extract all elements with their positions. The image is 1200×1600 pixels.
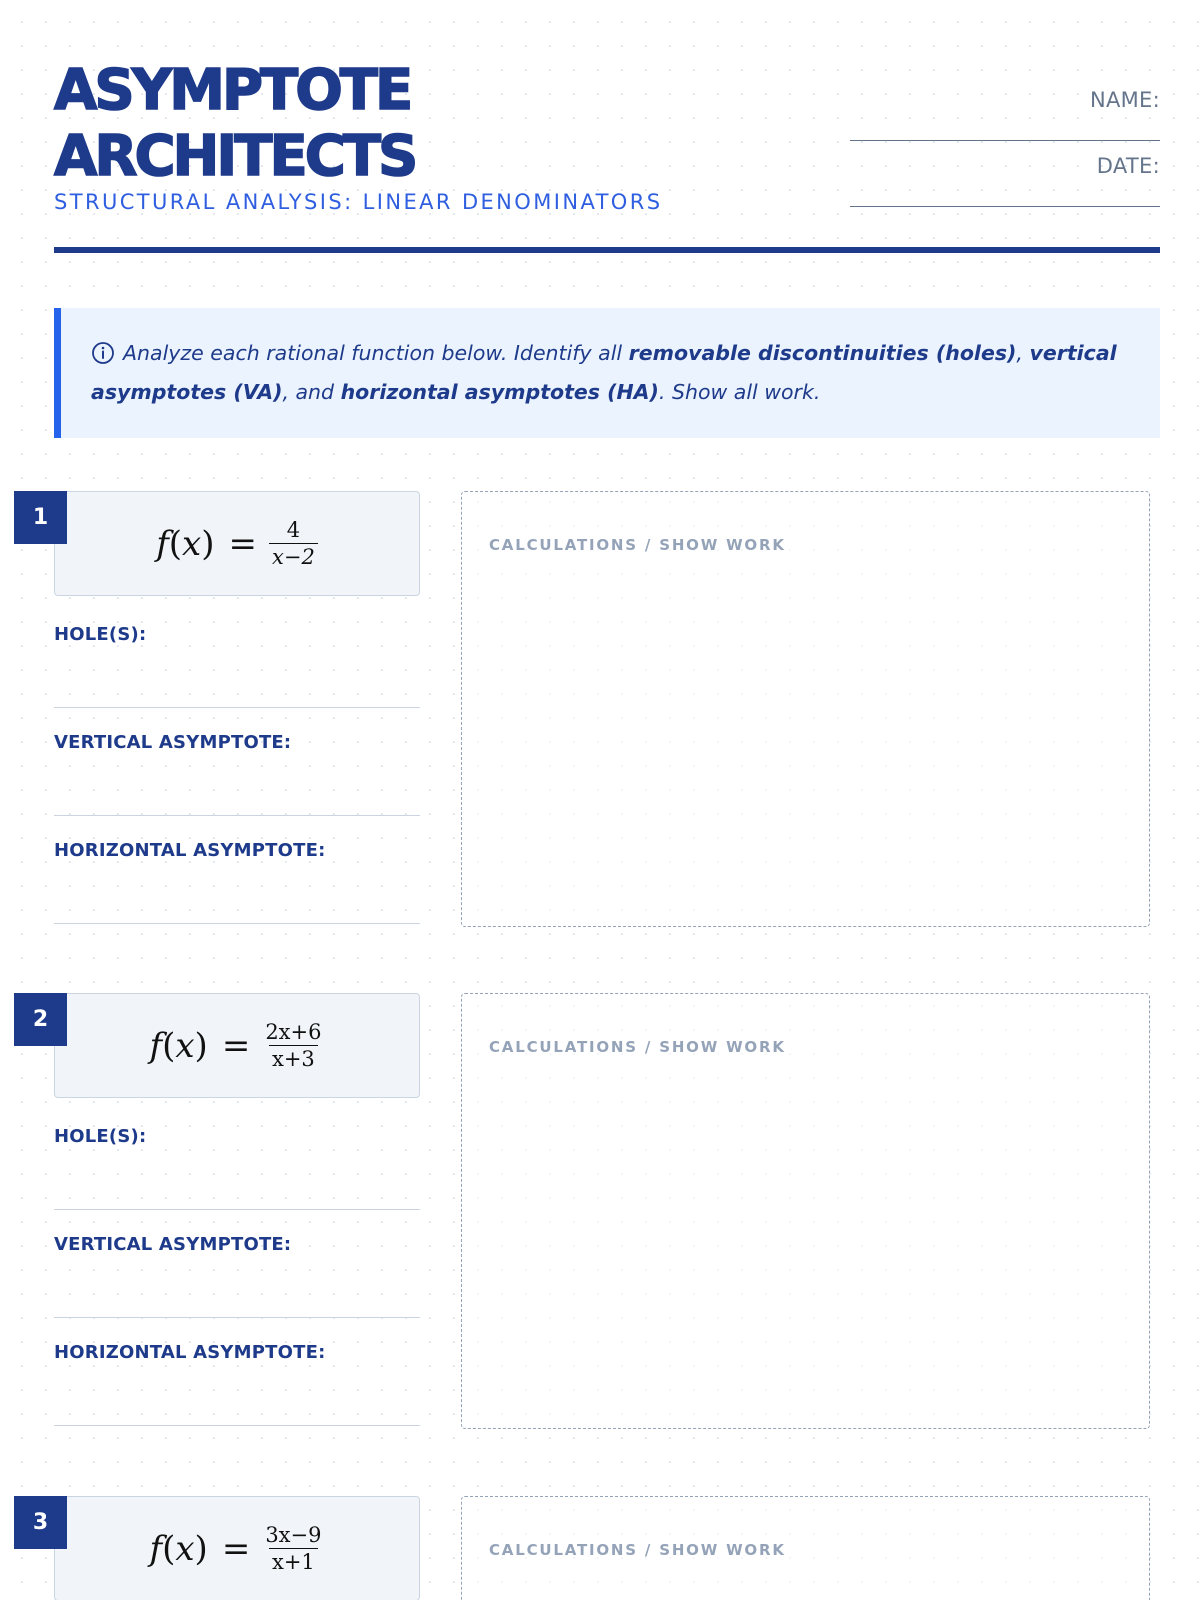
equals-sign: = — [221, 1528, 251, 1569]
date-line — [850, 206, 1160, 207]
horizontal-asymptote-field[interactable] — [54, 1318, 420, 1426]
subtitle: STRUCTURAL ANALYSIS: LINEAR DENOMINATORS — [54, 190, 663, 214]
problem-3 — [14, 1496, 1160, 1600]
numerator: 3x−9 — [265, 1522, 322, 1547]
variable-x: x — [175, 1528, 195, 1569]
fraction — [262, 1019, 324, 1071]
problem-number-badge: 2 — [14, 993, 67, 1046]
instructions-text-3: , and — [282, 380, 341, 404]
title-line-2: ARCHITECTS — [54, 124, 416, 189]
function-formula — [156, 517, 318, 569]
numerator: 2x+6 — [265, 1019, 322, 1044]
work-area[interactable] — [461, 1496, 1150, 1600]
info-icon — [91, 341, 115, 365]
name-field[interactable] — [850, 88, 1160, 154]
holes-label: HOLE(S): — [54, 1126, 147, 1147]
work-area-label: CALCULATIONS / SHOW WORK — [489, 536, 786, 554]
equals-sign: = — [228, 523, 257, 564]
paren-open: ( — [168, 523, 183, 564]
fraction — [269, 517, 318, 569]
paren-close: ) — [194, 1025, 208, 1066]
date-label: DATE: — [1096, 154, 1160, 178]
function-box — [54, 993, 420, 1098]
function-name: f — [149, 1025, 163, 1066]
equals-sign: = — [221, 1025, 251, 1066]
work-area[interactable] — [461, 993, 1150, 1429]
header-divider — [54, 247, 1160, 253]
problem-2 — [14, 993, 1160, 1429]
worksheet-header — [54, 58, 1160, 258]
vertical-asymptote-label: VERTICAL ASYMPTOTE: — [54, 732, 292, 753]
horizontal-asymptote-label: HORIZONTAL ASYMPTOTE: — [54, 840, 326, 861]
paren-close: ) — [201, 523, 215, 564]
holes-label: HOLE(S): — [54, 624, 147, 645]
numerator: 4 — [286, 517, 301, 542]
paren-close: ) — [194, 1528, 208, 1569]
denominator: x+1 — [269, 1548, 318, 1573]
name-line — [850, 140, 1160, 141]
answer-line — [54, 923, 420, 924]
instructions-text-4: . Show all work. — [658, 380, 821, 404]
paren-open: ( — [162, 1025, 176, 1066]
fraction — [262, 1522, 324, 1574]
answer-line — [54, 1425, 420, 1426]
instructions-text-2: , — [1016, 341, 1030, 365]
instructions-bold-ha: horizontal asymptotes (HA) — [340, 380, 659, 404]
variable-x: x — [175, 1025, 195, 1066]
work-area[interactable] — [461, 491, 1150, 927]
problem-1 — [14, 491, 1160, 927]
function-name: f — [149, 1528, 163, 1569]
function-box — [54, 1496, 420, 1600]
instructions-callout — [54, 308, 1160, 438]
instructions-bold-holes: removable discontinuities (holes) — [628, 341, 1017, 365]
instructions-bold-va: vertical asymptotes (VA) — [91, 341, 1117, 404]
name-label: NAME: — [1089, 88, 1160, 112]
function-formula — [149, 1019, 325, 1071]
vertical-asymptote-field[interactable] — [54, 1210, 420, 1318]
function-box — [54, 491, 420, 596]
work-area-label: CALCULATIONS / SHOW WORK — [489, 1038, 786, 1056]
title-line-1: ASYMPTOTE — [54, 58, 411, 123]
vertical-asymptote-field[interactable] — [54, 708, 420, 816]
date-field[interactable] — [850, 154, 1160, 220]
problem-number-badge: 3 — [14, 1496, 67, 1549]
variable-x: x — [182, 523, 202, 564]
work-area-label: CALCULATIONS / SHOW WORK — [489, 1541, 786, 1559]
holes-field[interactable] — [54, 1102, 420, 1210]
problem-number-badge: 1 — [14, 491, 67, 544]
name-date-block — [850, 88, 1160, 220]
instructions-text-1: Analyze each rational function below. Identify all — [123, 341, 629, 365]
horizontal-asymptote-field[interactable] — [54, 816, 420, 924]
denominator: x−2 — [269, 543, 318, 568]
horizontal-asymptote-label: HORIZONTAL ASYMPTOTE: — [54, 1342, 326, 1363]
vertical-asymptote-label: VERTICAL ASYMPTOTE: — [54, 1234, 292, 1255]
holes-field[interactable] — [54, 600, 420, 708]
function-formula — [149, 1522, 325, 1574]
denominator: x+3 — [269, 1045, 318, 1070]
function-name: f — [156, 523, 169, 564]
paren-open: ( — [162, 1528, 176, 1569]
